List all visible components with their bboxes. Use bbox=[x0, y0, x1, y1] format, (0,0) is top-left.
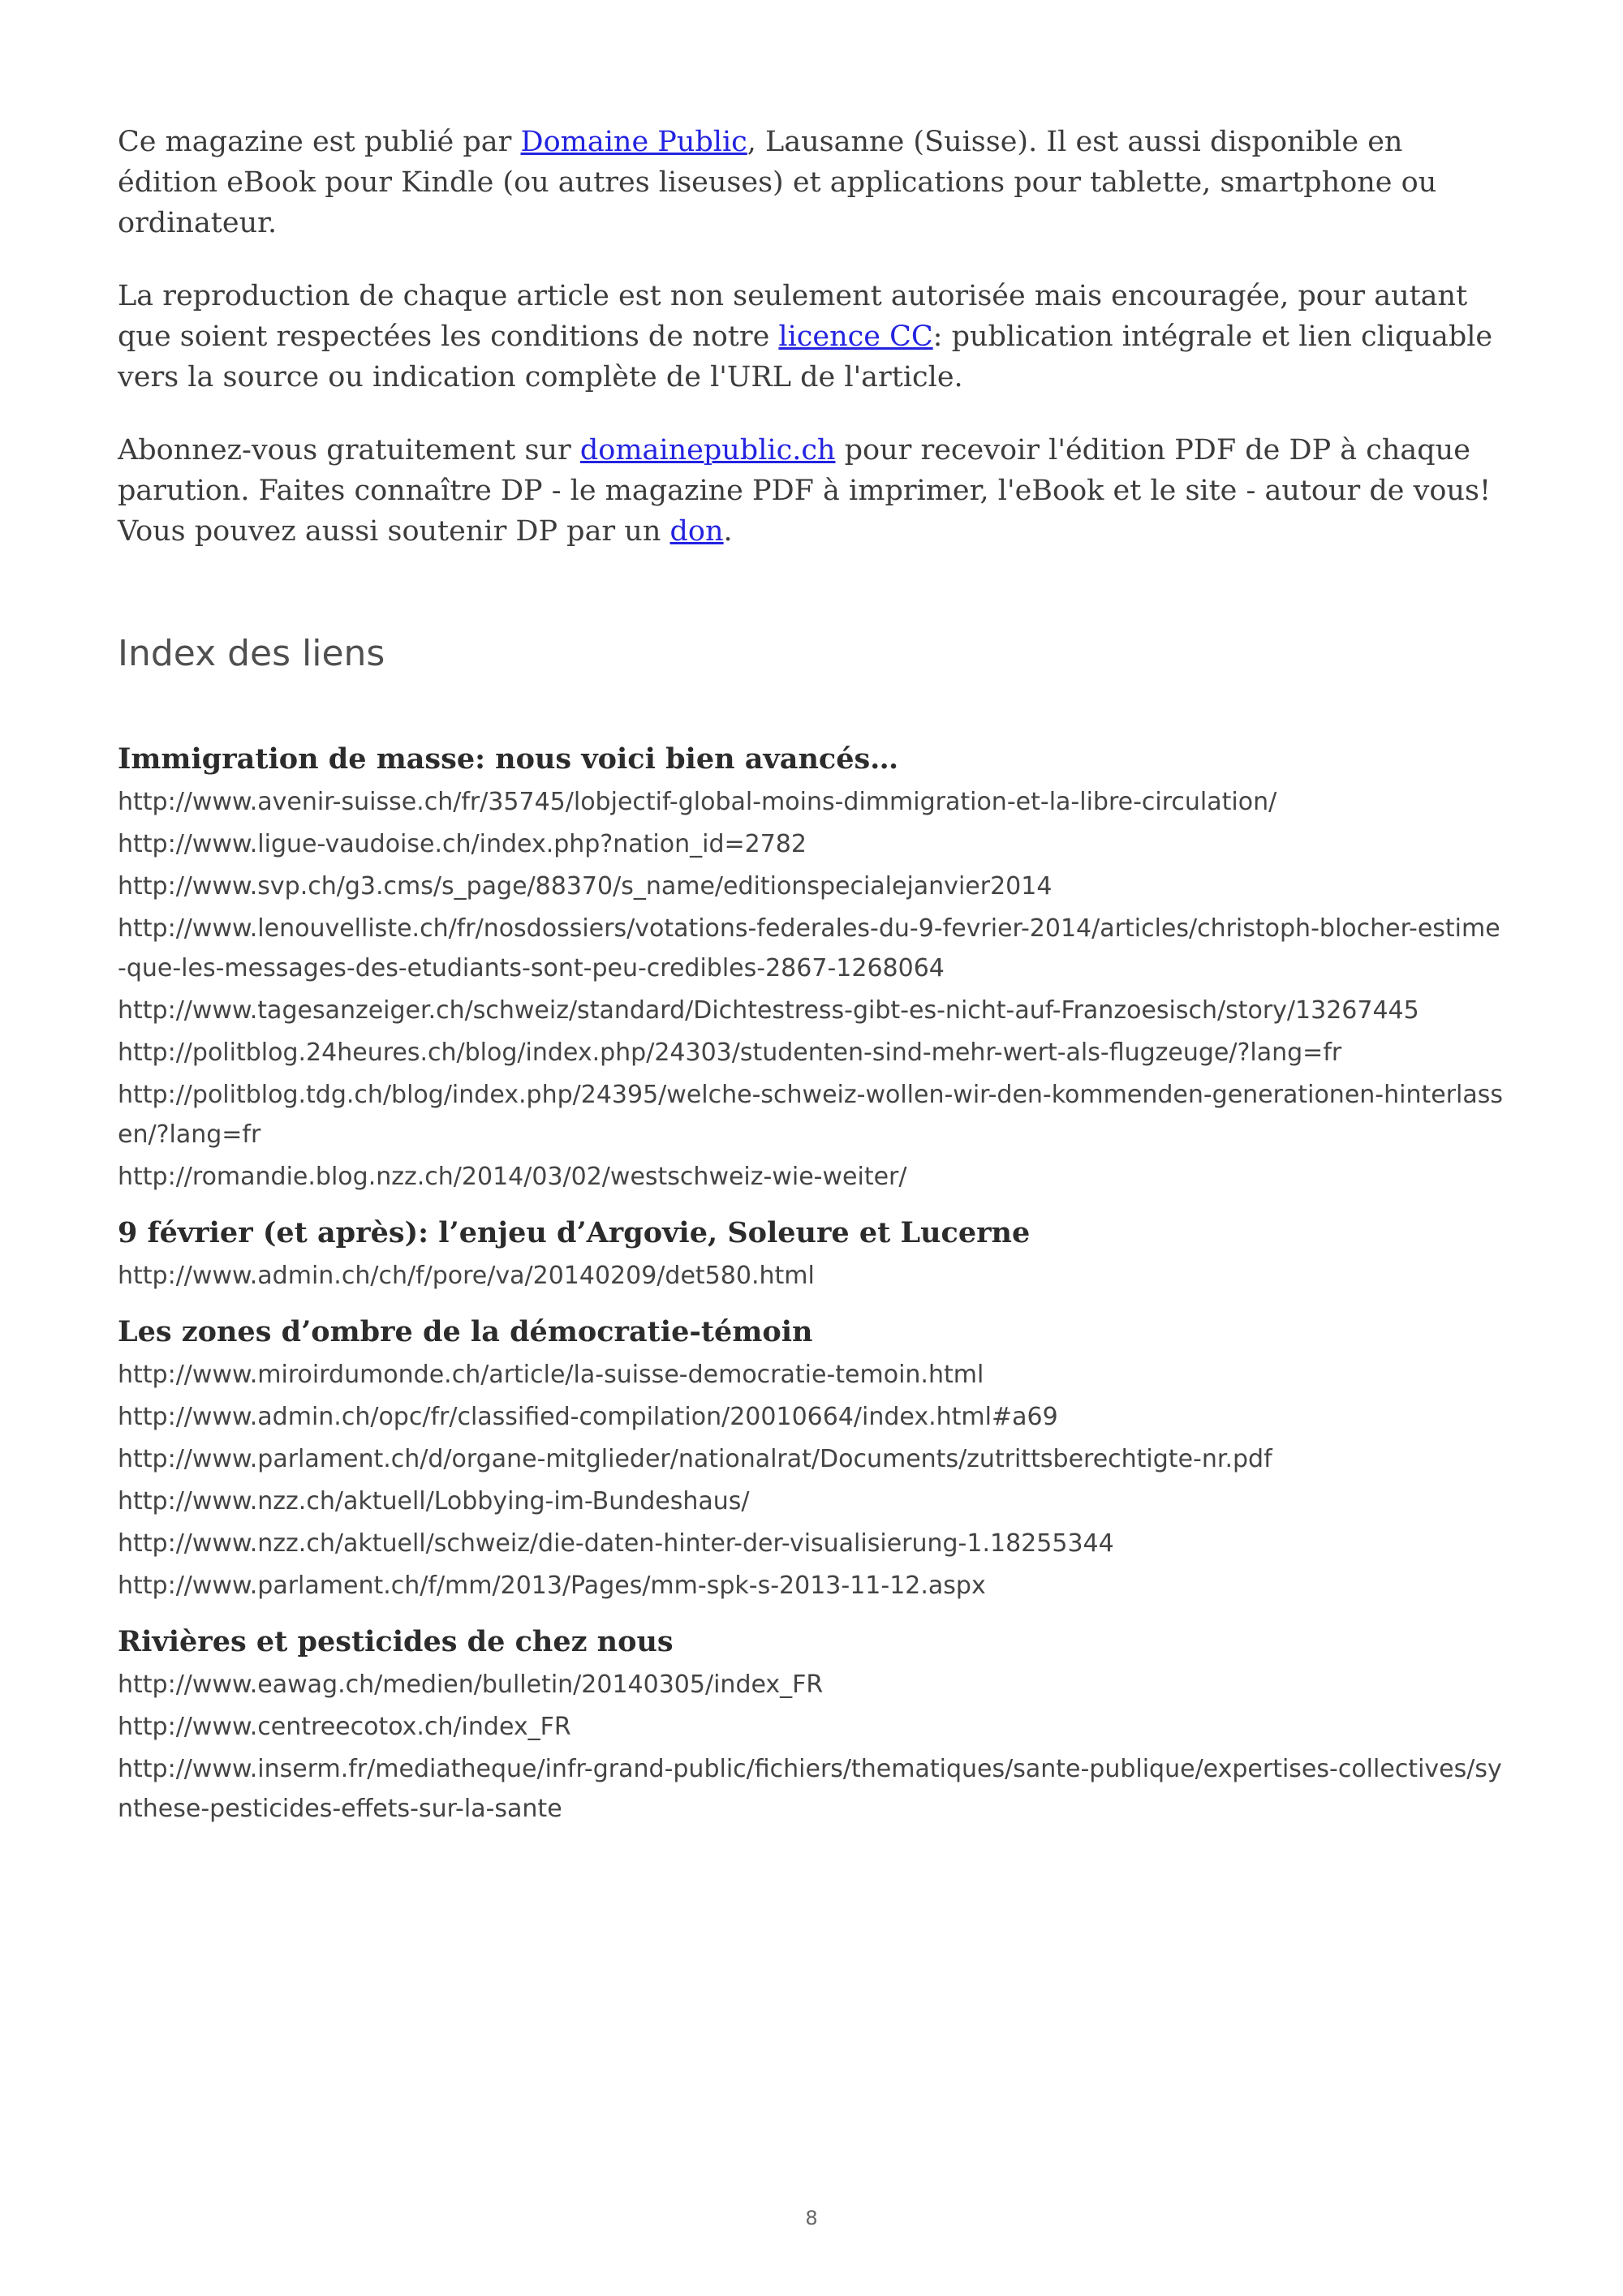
link-url[interactable]: http://www.ligue-vaudoise.ch/index.php?nation_id=2782 bbox=[118, 830, 807, 858]
index-title: Index des liens bbox=[118, 633, 385, 674]
subscribe-text-before: Abonnez-vous gratuitement sur bbox=[118, 434, 580, 467]
domaine-public-link[interactable]: Domaine Public bbox=[520, 126, 747, 158]
subscribe-paragraph bbox=[118, 430, 1505, 552]
link-url[interactable]: http://www.parlament.ch/d/organe-mitglieder/nationalrat/Documents/zutrittsberechtigte-nr.pdf bbox=[118, 1445, 1272, 1473]
section-heading: 9 février (et après): l’enjeu d’Argovie, Soleure et Lucerne bbox=[118, 1216, 1031, 1249]
section-9-fevrier bbox=[118, 1213, 1505, 1296]
reproduction-text-before: La reproduction de chaque article est non seulement autorisée mais encouragée, pour autant que soient respectées les conditions de notre bbox=[118, 280, 1468, 353]
link-url[interactable]: http://www.tagesanzeiger.ch/schweiz/standard/Dichtestress-gibt-es-nicht-auf-Franzoesisch/story/13267445 bbox=[118, 996, 1419, 1025]
link-index bbox=[118, 739, 1505, 1829]
link-url[interactable]: http://www.nzz.ch/aktuell/Lobbying-im-Bundeshaus/ bbox=[118, 1487, 750, 1516]
section-heading: Immigration de masse: nous voici bien avancés… bbox=[118, 742, 899, 776]
subscribe-text-middle: pour recevoir l'édition PDF de DP à chaque parution. Faites connaître DP - le magazine PDF à imprimer, l'eBook et le site - autour de vous! Vous pouvez aussi soutenir DP par un bbox=[118, 434, 1492, 548]
section-pesticides bbox=[118, 1622, 1505, 1829]
publisher-paragraph bbox=[118, 122, 1505, 243]
reproduction-text-after: : publication intégrale et lien cliquable vers la source ou indication complète de l'URL de l'article. bbox=[118, 320, 1493, 393]
link-url[interactable]: http://www.avenir-suisse.ch/fr/35745/lobjectif-global-moins-dimmigration-et-la-libre-circulation/ bbox=[118, 788, 1277, 816]
publisher-text-before: Ce magazine est publié par bbox=[118, 126, 521, 158]
link-url[interactable]: http://www.svp.ch/g3.cms/s_page/88370/s_name/editionspecialejanvier2014 bbox=[118, 872, 1053, 901]
section-heading: Les zones d’ombre de la démocratie-témoin bbox=[118, 1315, 813, 1348]
domainepublic-link[interactable]: domainepublic.ch bbox=[579, 434, 836, 467]
section-heading: Rivières et pesticides de chez nous bbox=[118, 1625, 674, 1658]
link-url[interactable]: http://www.eawag.ch/medien/bulletin/20140305/index_FR bbox=[118, 1670, 824, 1699]
publisher-text-after: , Lausanne (Suisse). Il est aussi disponible en édition eBook pour Kindle (ou autres liseuses) et applications pour tablette, smartphone ou ordinateur. bbox=[118, 126, 1437, 239]
link-url[interactable]: http://romandie.blog.nzz.ch/2014/03/02/westschweiz-wie-weiter/ bbox=[118, 1163, 907, 1191]
subscribe-text-after: . bbox=[723, 515, 733, 548]
link-url[interactable]: http://www.admin.ch/opc/fr/classified-compilation/20010664/index.html#a69 bbox=[118, 1403, 1058, 1431]
link-url[interactable]: http://www.inserm.fr/mediatheque/infr-grand-public/fichiers/thematiques/sante-publique/expertises-collectives/synthese-pesticides-effets-sur-la-sante bbox=[118, 1755, 1502, 1823]
licence-cc-link[interactable]: licence CC bbox=[778, 320, 933, 353]
document-page bbox=[118, 122, 1505, 1845]
donation-link[interactable]: don bbox=[669, 515, 724, 548]
link-url[interactable]: http://politblog.24heures.ch/blog/index.php/24303/studenten-sind-mehr-wert-als-flugzeuge/?lang=fr bbox=[118, 1038, 1342, 1067]
section-democratie-temoin bbox=[118, 1312, 1505, 1606]
link-url[interactable]: http://politblog.tdg.ch/blog/index.php/24395/welche-schweiz-wollen-wir-den-kommenden-generationen-hinterlassen/?lang=fr bbox=[118, 1081, 1504, 1149]
section-immigration bbox=[118, 739, 1505, 1197]
link-url[interactable]: http://www.admin.ch/ch/f/pore/va/20140209/det580.html bbox=[118, 1262, 815, 1290]
link-url[interactable]: http://www.lenouvelliste.ch/fr/nosdossiers/votations-federales-du-9-fevrier-2014/articles/christoph-blocher-estime-que-les-messages-des-etudiants-sont-peu-credibles-2867-1268064 bbox=[118, 914, 1500, 982]
link-url[interactable]: http://www.nzz.ch/aktuell/schweiz/die-daten-hinter-der-visualisierung-1.18255344 bbox=[118, 1529, 1114, 1558]
reproduction-paragraph bbox=[118, 276, 1505, 398]
link-url[interactable]: http://www.miroirdumonde.ch/article/la-suisse-democratie-temoin.html bbox=[118, 1361, 984, 1389]
link-url[interactable]: http://www.parlament.ch/f/mm/2013/Pages/mm-spk-s-2013-11-12.aspx bbox=[118, 1572, 986, 1600]
page-number: 8 bbox=[805, 2207, 818, 2229]
link-url[interactable]: http://www.centreecotox.ch/index_FR bbox=[118, 1713, 571, 1741]
